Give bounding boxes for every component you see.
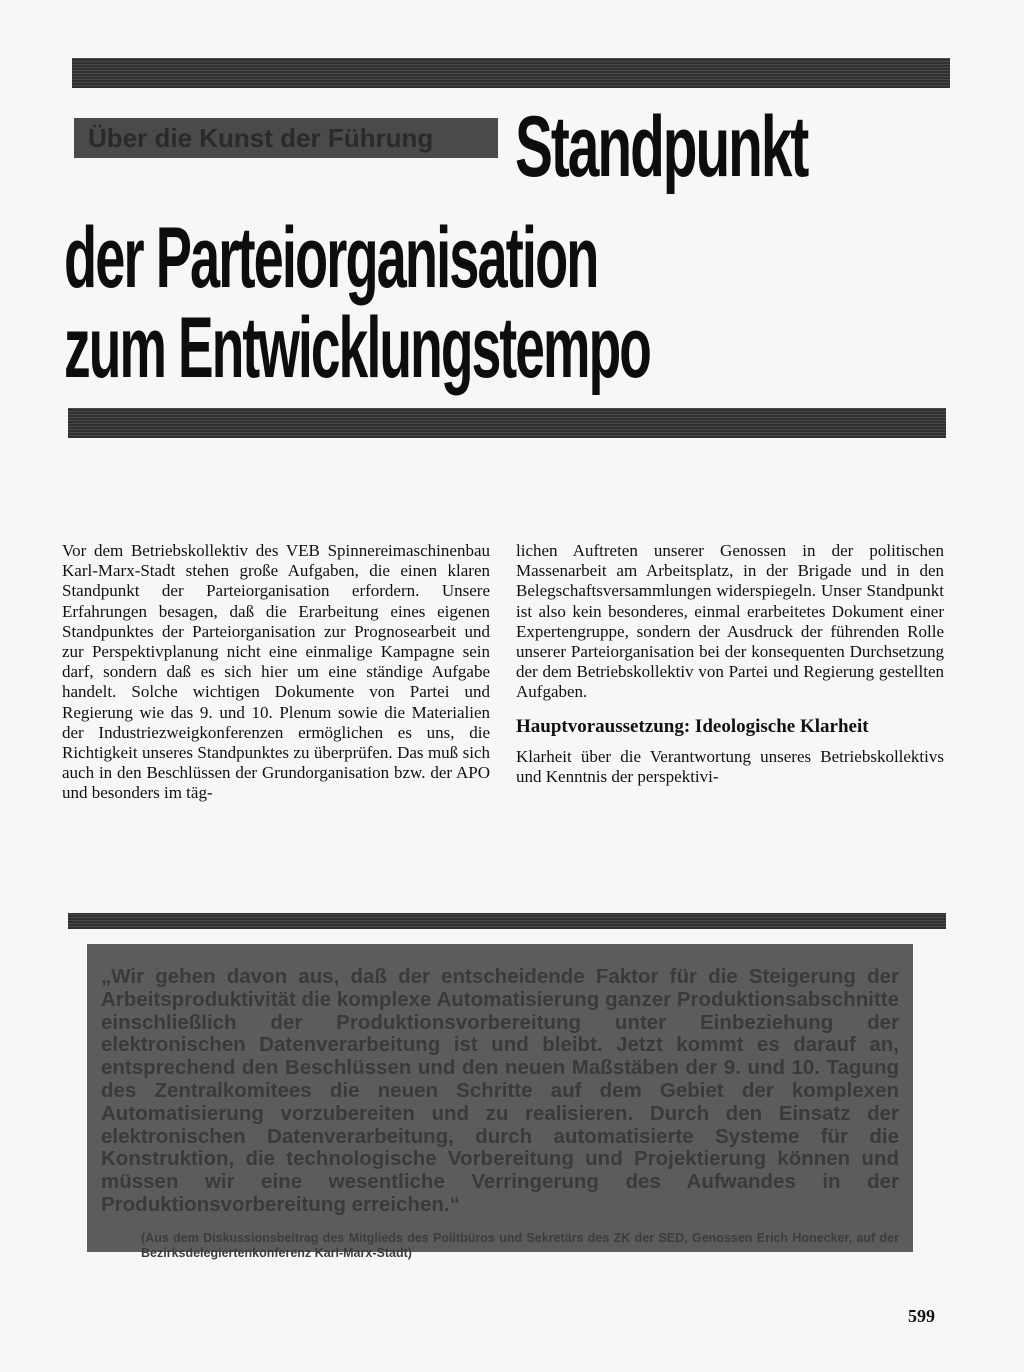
headline-line-3: zum Entwicklungstempo [64, 300, 651, 396]
quote-box [87, 944, 913, 1260]
headline-line-2: der Parteiorganisation [64, 210, 598, 306]
paragraph-right-continued: Klarheit über die Verantwortung unseres Betriebskollektivs und Kenntnis der perspektivi- [516, 746, 944, 786]
quote-text: „Wir gehen davon aus, daß der entscheidende Faktor für die Steigerung der Arbeitsproduktivität die komplexe Automatisierung ganzer Produktionsabschnitte einschließlich der Produktionsvorbereitung unter Einbeziehung der elektronischen Datenverarbeitung ist und bleibt. Jetzt kommt es darauf an, entsprechend den Beschlüssen und den neuen Maßstäben der 9. und 10. Tagung des Zentralkomitees die neuen Schritte auf dem Gebiet der komplexen Automatisierung vorzubereiten und zu realisieren. Durch den Einsatz der elektronischen Datenverarbeitung, durch automatisierte Systeme für die Konstruktion, die technologische Vorbereitung und Projektierung können und müssen wir eine wesentliche Verringerung des Aufwandes in der Produktionsvorbereitung erreichen.“ [101, 965, 899, 1216]
section-subheading: Hauptvoraussetzung: Ideologische Klarheit [516, 715, 869, 737]
quote-source: (Aus dem Diskussionsbeitrag des Mitglieds des Politbüros und Sekretärs des ZK der SED, Genossen Erich Honecker, auf der Bezirksdelegiertenkonferenz Karl-Marx-Stadt) [141, 1230, 899, 1260]
article-column-right [516, 541, 944, 787]
paragraph-right: lichen Auftreten unserer Genossen in der politischen Massenarbeit am Arbeitsplatz, in der Brigade und in den Belegschaftsversammlungen widerspiegeln. Unser Standpunkt ist also kein besonderes, einmal erarbeitetes Dokument einer Expertengruppe, sondern der Ausdruck der führenden Rolle unserer Parteiorganisation bei der konsequenten Durchsetzung der dem Betriebskollektiv von Partei und Regierung gestellten Aufgaben. [516, 541, 944, 702]
paragraph-left: Vor dem Betriebskollektiv des VEB Spinnereimaschinenbau Karl-Marx-Stadt stehen große Aufgaben, die einen klaren Standpunkt der Parteiorganisation erfordern. Unsere Erfahrungen besagen, daß die Erarbeitung eines eigenen Standpunktes der Parteiorganisation zur Prognosearbeit und zur Perspektivplanung nicht eine einmalige Kampagne sein darf, sondern daß es sich hier um eine ständige Aufgabe handelt. Solche wichtigen Dokumente von Partei und Regierung wie das 9. und 10. Plenum sowie die Materialien der Industriezweigkonferenzen ermöglichen es uns, die Richtigkeit unseres Standpunktes zu überprüfen. Das muß sich auch in den Beschlüssen der Grundorganisation bzw. der APO und besonders im täg- [62, 541, 490, 803]
bottom-rule-bar [68, 913, 946, 929]
kicker-label: Über die Kunst der Führung [74, 118, 498, 158]
middle-rule-bar [68, 408, 946, 438]
page-number: 599 [908, 1306, 935, 1326]
top-rule-bar [72, 58, 950, 88]
headline-line-1: Standpunkt [515, 99, 808, 195]
article-column-left [62, 541, 490, 804]
